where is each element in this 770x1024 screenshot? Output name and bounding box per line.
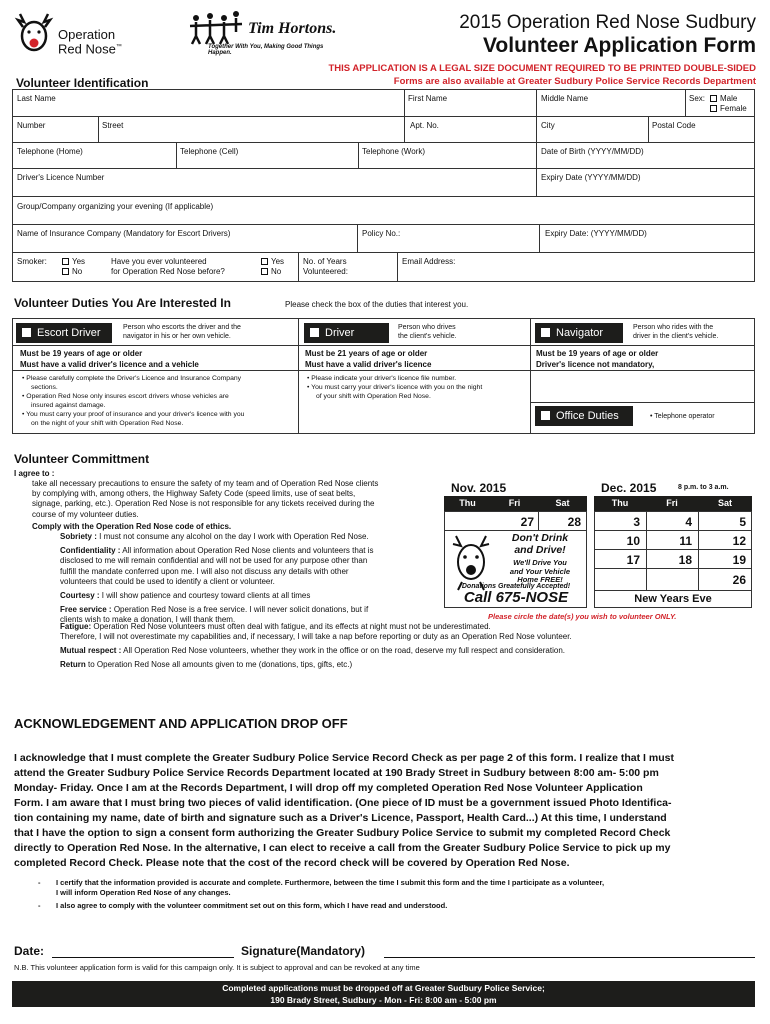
dec-3-date[interactable]: 3 [633, 515, 640, 529]
date-input-line[interactable] [52, 957, 234, 958]
dec-11-date[interactable]: 11 [679, 534, 692, 548]
dec-19-date[interactable]: 19 [732, 553, 746, 567]
driver-requirements: Must be 21 years of age or older Must have a valid driver's licence [305, 349, 432, 369]
years-volunteered-label1: No. of Years [303, 257, 347, 266]
dec-17-date[interactable]: 17 [626, 553, 640, 567]
dec-10-date[interactable]: 10 [626, 534, 640, 548]
dec-12-date[interactable]: 12 [732, 534, 746, 548]
identification-form [12, 89, 755, 282]
postal-code-field[interactable]: Postal Code [652, 121, 696, 130]
duties-heading: Volunteer Duties You Are Interested In [14, 296, 231, 310]
dec-26-date[interactable]: 26 [732, 573, 746, 587]
volunteered-before-q1: Have you ever volunteered [111, 257, 207, 266]
years-volunteered-field[interactable]: Volunteered: [303, 267, 348, 276]
code-of-ethics: Sobriety : I must not consume any alcohol on the day I work with Operation Red Nose. Confidentiality : All information about Operation Red Nose clients and volunteers that is disclosed to me will remain confidential and will not be used for any purpose other than fulfill the mandate conferred upon me. I will also not discuss any details with other volunteers that could be used to identify a client or volunteer. Courtesy : I will show patience and courtesy toward clients at all times Free service : Operation Red Nose is a free service. I will never solicit donations, but if clients wish to make a donation, I will thank them. [60, 532, 374, 625]
office-description: • Telephone operator [650, 413, 715, 420]
form-title-line1: 2015 Operation Red Nose Sudbury [459, 12, 756, 33]
telephone-home-field[interactable]: Telephone (Home) [17, 147, 83, 156]
nov-28-date[interactable]: 28 [567, 515, 581, 529]
escort-notes: • Please carefully complete the Driver's Licence and Insurance Company sections. • Operation Red Nose only insures escort drivers whose vehicles are insured against damage. • You must carry your proof of insurance and your driver's licence with you on the night of your shift with Operation Red Nose. [22, 375, 245, 427]
insurance-expiry-field[interactable]: Expiry Date: (YYYY/MM/DD) [545, 229, 647, 238]
licence-expiry-field[interactable]: Expiry Date (YYYY/MM/DD) [541, 173, 641, 182]
escort-driver-checkbox[interactable]: Escort Driver [16, 323, 112, 343]
moose-logo-icon [14, 10, 54, 56]
volunteered-yes-checkbox[interactable]: Yes [261, 257, 284, 266]
office-duties-checkbox[interactable]: Office Duties [535, 406, 633, 426]
call-675-nose: Call 675-NOSE [463, 589, 569, 606]
operation-red-nose-logo [14, 10, 124, 60]
group-company-field[interactable]: Group/Company organizing your evening (If applicable) [17, 202, 214, 211]
people-holding-hands-icon [188, 10, 246, 46]
smoker-yes-checkbox[interactable]: Yes [62, 257, 85, 266]
driver-notes: • Please indicate your driver's licence file number. • You must carry your driver's licence with you on the night of your shift with Operation Red Nose. [307, 375, 483, 400]
dec-4-date[interactable]: 4 [685, 515, 692, 529]
donations-note: Donations Greatefully Accepted! [461, 583, 571, 590]
duties-hint: Please check the box of the duties that interest you. [285, 300, 469, 309]
dont-drink-promo: Don't Drink and Drive! [511, 532, 569, 556]
tim-hortons-logo [188, 10, 348, 55]
city-field[interactable]: City [541, 121, 555, 130]
dec-5-date[interactable]: 5 [739, 515, 746, 529]
acknowledgement-heading: ACKNOWLEDGEMENT AND APPLICATION DROP OFF [14, 716, 348, 731]
tim-hortons-tagline: Together With You, Making Good Things Happen. [208, 44, 324, 56]
fatigue-respect-text: Fatigue: Operation Red Nose volunteers must often deal with fatigue, and its effects at night must not be underestimated. Therefore, I will not overestimate my capabilities and, if necessary, I will take a nap before reporting or duty as an Operation Red Nose volunteer. Mutual respect : All Operation Red Nose volunteers, whether they work in the office or on the road, deserve my full respect and consideration. Return to Operation Red Nose all amounts given to me (donations, tips, gifts, etc.) [60, 622, 572, 670]
agree-label: I agree to : [14, 469, 55, 478]
nov-27-date[interactable]: 27 [520, 515, 534, 529]
signature-input-line[interactable] [384, 957, 755, 958]
identification-heading: Volunteer Identification [16, 76, 149, 90]
apt-field[interactable]: Apt. No. [410, 121, 439, 130]
sex-label: Sex: [689, 94, 706, 103]
insurance-company-field[interactable]: Name of Insurance Company (Mandatory for Escort Drivers) [17, 229, 231, 238]
commitment-text: take all necessary precautions to ensure the safety of my team and of Operation Red Nose clients by complying with, among others, the Highway Safety Code (speed limits, use of seat belts, signage, parking, etc.). Operation Red Nose is not responsible for any tickets received during the course of my volunteer duties. Comply with the Operation Red Nose code of ethics. [32, 479, 379, 531]
telephone-cell-field[interactable]: Telephone (Cell) [180, 147, 239, 156]
driver-description: Person who drives the client's vehicle. [398, 324, 457, 340]
sex-female-checkbox[interactable]: Female [710, 104, 747, 113]
policy-number-field[interactable]: Policy No.: [362, 229, 401, 238]
volunteered-before-q2: for Operation Red Nose before? [111, 267, 225, 276]
drivers-licence-field[interactable]: Driver's Licence Number [17, 173, 105, 182]
logo-red-nose: Red Nose™ [58, 41, 122, 57]
acknowledgement-text: I acknowledge that I must complete the Greater Sudbury Police Service Record Check as per page 2 of this form. I realize that I must attend the Greater Sudbury Police Service Records Department located at 190 Brady Street in Sudbury between 8:00 am- 5:00 pm Monday- Friday. Once I am at the Records Department, I will drop off my completed Operation Red Nose Volunteer Application Form. I am aware that I must bring two pieces of valid identification. (One piece of ID must be a government issued Photo Identifica- tion containing my name, date of birth and signature such as a Driver's Licence, Passport, Health Card...) At this time, I understand that I have the option to sign a consent form authorizing the Greater Sudbury Police Service to submit my completed Record Check directly to Operation Red Nose. In the alternative, I can elect to receive a call from the Greater Sudbury Police Service to pick up my completed Record Check. Please note that the cost of the record check will be covered by Operation Red Nose. [14, 752, 674, 869]
drive-you-home-promo: We'll Drive You and Your Vehicle Home FREE! [509, 558, 571, 584]
middle-name-field[interactable]: Middle Name [541, 94, 589, 103]
tim-hortons-wordmark: Tim Hortons. [248, 20, 337, 37]
signature-label: Signature(Mandatory) [241, 944, 366, 958]
first-name-field[interactable]: First Name [408, 94, 448, 103]
comply-statement: - I also agree to comply with the volunteer commitment set out on this form, which I have read and understood. [38, 901, 448, 910]
dec-days-header: Thu Fri Sat [594, 496, 752, 511]
commitment-heading: Volunteer Committment [14, 452, 150, 466]
form-title-line2: Volunteer Application Form [482, 34, 756, 57]
email-field[interactable]: Email Address: [402, 257, 456, 266]
dec-calendar-title: Dec. 2015 [601, 481, 657, 495]
date-of-birth-field[interactable]: Date of Birth (YYYY/MM/DD) [541, 147, 644, 156]
escort-description: Person who escorts the driver and the navigator in his or her own vehicle. [123, 324, 241, 340]
telephone-work-field[interactable]: Telephone (Work) [362, 147, 425, 156]
sex-male-checkbox[interactable]: Male [710, 94, 737, 103]
drop-off-banner: Completed applications must be dropped off at Greater Sudbury Police Service; 190 Brady Street, Sudbury - Mon - Fri: 8:00 am - 5:00 pm [12, 981, 755, 1007]
driver-checkbox[interactable]: Driver [304, 323, 389, 343]
dec-18-date[interactable]: 18 [678, 553, 692, 567]
nov-calendar-title: Nov. 2015 [451, 481, 507, 495]
certify-statement: - I certify that the information provided is accurate and complete. Furthermore, between the time I submit this form and the time I participate as a volunteer, I will inform Operation Red Nose of any changes. [38, 878, 605, 897]
last-name-field[interactable]: Last Name [17, 94, 56, 103]
street-field[interactable]: Street [102, 121, 124, 130]
navigator-requirements: Must be 19 years of age or older Driver's licence not mandatory, [536, 349, 659, 369]
smoker-label: Smoker: [17, 257, 47, 266]
new-years-eve[interactable]: New Years Eve [634, 593, 712, 605]
smoker-no-checkbox[interactable]: No [62, 267, 82, 276]
hours-note: 8 p.m. to 3 a.m. [678, 484, 729, 491]
nov-days-header: Thu Fri Sat [444, 496, 587, 511]
forms-availability-notice: Forms are also available at Greater Sudbury Police Service Records Department [393, 76, 756, 87]
volunteered-no-checkbox[interactable]: No [261, 267, 281, 276]
validity-note: N.B. This volunteer application form is valid for this campaign only. It is subject to approval and can be revoked at any time [14, 963, 420, 972]
logo-operation: Operation [58, 27, 116, 42]
circle-dates-note: Please circle the date(s) you wish to volunteer ONLY. [488, 612, 677, 621]
escort-requirements: Must be 19 years of age or older Must have a valid driver's licence and a vehicle [20, 349, 199, 369]
number-field[interactable]: Number [17, 121, 46, 130]
legal-size-notice: THIS APPLICATION IS A LEGAL SIZE DOCUMENT REQUIRED TO BE PRINTED DOUBLE-SIDED [328, 63, 756, 74]
date-label: Date: [14, 944, 45, 958]
navigator-description: Person who rides with the driver in the client's vehicle. [633, 324, 719, 340]
navigator-checkbox[interactable]: Navigator [535, 323, 623, 343]
